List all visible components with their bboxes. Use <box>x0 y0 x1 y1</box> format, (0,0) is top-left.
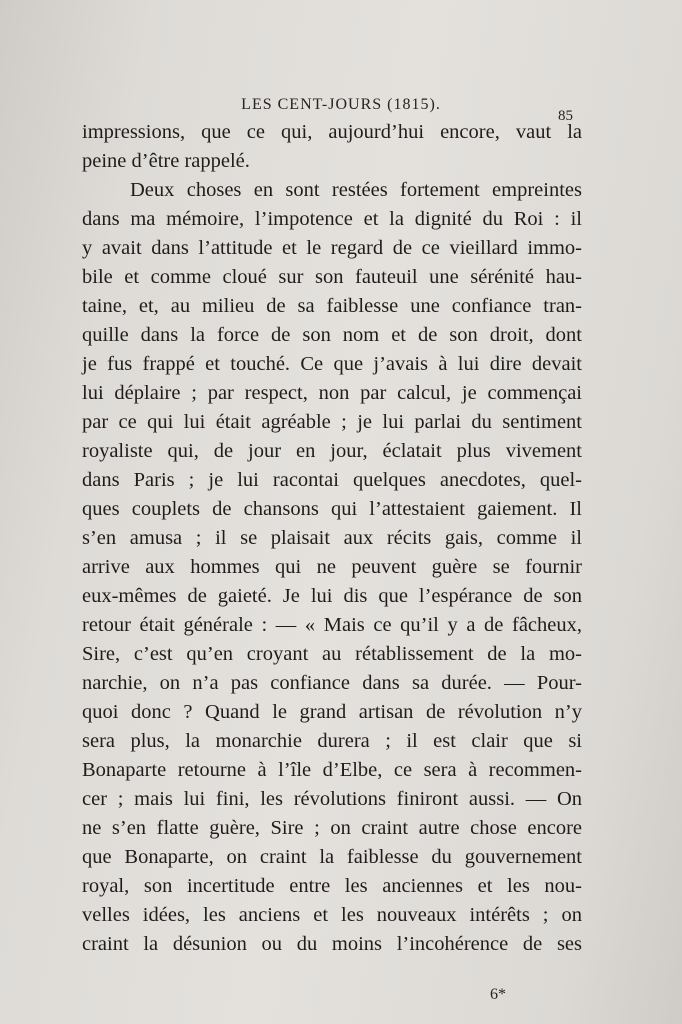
text-line: s’en amusa ; il se plaisait aux récits gais, comme il <box>82 527 582 549</box>
text-line: Sire, c’est qu’en croyant au rétablissement de la mo- <box>82 643 582 665</box>
text-line: y avait dans l’attitude et le regard de ce vieillard immo- <box>82 237 582 259</box>
page-number: 85 <box>558 108 573 124</box>
text-line: ques couplets de chansons qui l’attestaient gaiement. Il <box>82 498 582 520</box>
text-line: par ce qui lui était agréable ; je lui parlai du sentiment <box>82 411 582 433</box>
text-line: bile et comme cloué sur son fauteuil une sérénité hau- <box>82 266 582 288</box>
running-head: LES CENT-JOURS (1815). <box>241 96 441 113</box>
text-line: que Bonaparte, on craint la faiblesse du gouvernement <box>82 846 582 868</box>
text-line: lui déplaire ; par respect, non par calcul, je commençai <box>82 382 582 404</box>
text-line: peine d’être rappelé. <box>82 150 250 172</box>
text-line: ne s’en flatte guère, Sire ; on craint autre chose encore <box>82 817 582 839</box>
signature-mark: 6* <box>490 986 506 1003</box>
text-line: royal, son incertitude entre les anciennes et les nou- <box>82 875 582 897</box>
text-line: taine, et, au milieu de sa faiblesse une confiance tran- <box>82 295 582 317</box>
text-line: je fus frappé et touché. Ce que j’avais à lui dire devait <box>82 353 582 375</box>
text-line: Bonaparte retourne à l’île d’Elbe, ce sera à recommen- <box>82 759 582 781</box>
text-line: retour était générale : — « Mais ce qu’il y a de fâcheux, <box>82 614 582 636</box>
text-line: arrive aux hommes qui ne peuvent guère se fournir <box>82 556 582 578</box>
text-line: impressions, que ce qui, aujourd’hui encore, vaut la <box>82 121 582 143</box>
body-text <box>82 118 582 959</box>
text-line: dans Paris ; je lui racontai quelques anecdotes, quel- <box>82 469 582 491</box>
text-line: cer ; mais lui fini, les révolutions finiront aussi. — On <box>82 788 582 810</box>
text-line: quoi donc ? Quand le grand artisan de révolution n’y <box>82 701 582 723</box>
text-line: narchie, on n’a pas confiance dans sa durée. — Pour- <box>82 672 582 694</box>
text-line: sera plus, la monarchie durera ; il est clair que si <box>82 730 582 752</box>
text-line: quille dans la force de son nom et de son droit, dont <box>82 324 582 346</box>
text-line: royaliste qui, de jour en jour, éclatait plus vivement <box>82 440 582 462</box>
text-line: eux-mêmes de gaieté. Je lui dis que l’espérance de son <box>82 585 582 607</box>
paragraph-first-line: Deux choses en sont restées fortement empreintes <box>130 179 582 201</box>
text-line: velles idées, les anciens et les nouveaux intérêts ; on <box>82 904 582 926</box>
text-line: craint la désunion ou du moins l’incohérence de ses <box>82 933 582 955</box>
text-line: dans ma mémoire, l’impotence et la dignité du Roi : il <box>82 208 582 230</box>
